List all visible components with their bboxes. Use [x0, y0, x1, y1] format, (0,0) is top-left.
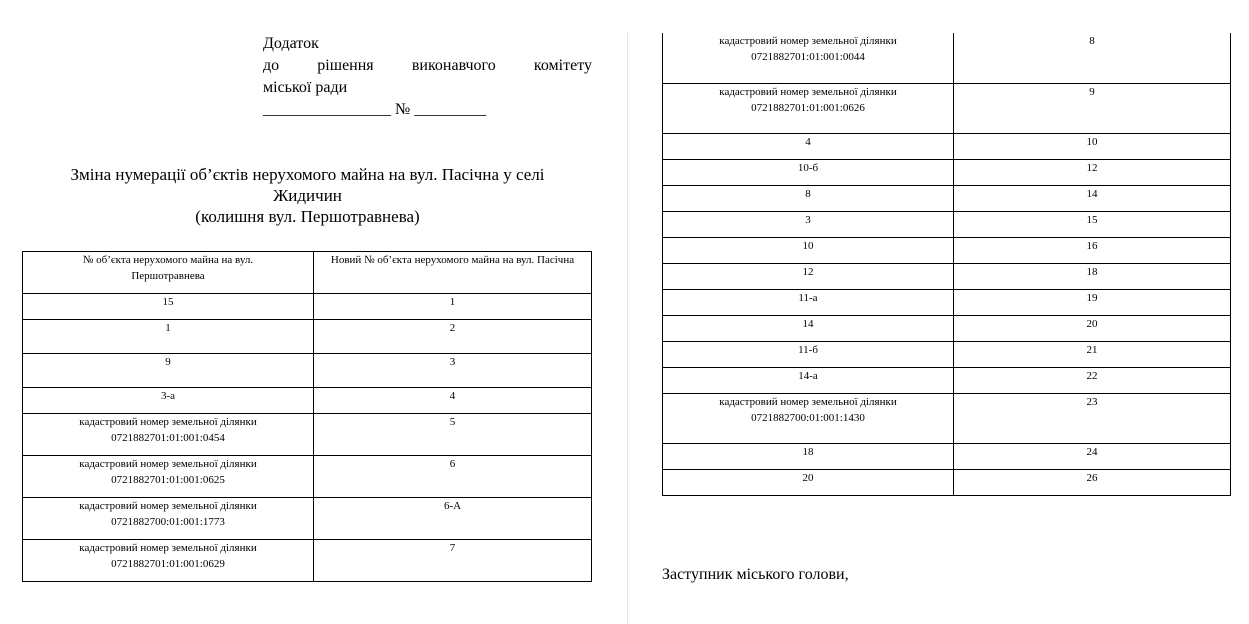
- old-number-value: 0721882700:01:001:1773: [111, 516, 225, 528]
- table-row: [23, 388, 592, 414]
- table-row: [663, 367, 1231, 393]
- new-number-cell: 10: [954, 133, 1231, 159]
- new-number-cell: 2: [314, 320, 592, 354]
- old-number-value: 11-б: [798, 343, 818, 356]
- appendix-council-line: міської ради: [263, 79, 348, 96]
- old-number-cell: [663, 443, 954, 469]
- old-number-cell: [663, 159, 954, 185]
- renumbering-table-right: [662, 33, 1231, 496]
- old-number-cell: [23, 414, 314, 456]
- old-number-cell: [663, 367, 954, 393]
- old-number-cell: [663, 315, 954, 341]
- old-number-cell: [663, 393, 954, 443]
- table-row: [23, 540, 592, 582]
- old-number-cell: [23, 354, 314, 388]
- old-number-value: 18: [802, 445, 814, 458]
- old-number-value: 14: [802, 317, 814, 330]
- table-row: [663, 33, 1231, 83]
- new-number-cell: 9: [954, 83, 1231, 133]
- old-number-cell: [23, 540, 314, 582]
- new-number-cell: 3: [314, 354, 592, 388]
- cadastral-label: кадастровий номер земельної ділянки: [719, 395, 897, 408]
- old-number-value: 3-а: [160, 390, 176, 402]
- table-row: [663, 185, 1231, 211]
- title-subtitle: (колишня вул. Першотравнева): [195, 207, 420, 226]
- new-number-cell: 12: [954, 159, 1231, 185]
- document-title: [40, 164, 575, 227]
- table-row: [23, 456, 592, 498]
- new-number-cell: 6: [314, 456, 592, 498]
- new-number-cell: 23: [954, 393, 1231, 443]
- old-number-value: 15: [162, 296, 174, 308]
- table-row: [663, 133, 1231, 159]
- new-number-cell: 21: [954, 341, 1231, 367]
- old-number-cell: [663, 341, 954, 367]
- old-number-value: 0721882701:01:001:0629: [111, 558, 225, 570]
- table-row: [663, 83, 1231, 133]
- old-number-cell: [663, 237, 954, 263]
- cadastral-label: кадастровий номер земельної ділянки: [719, 85, 897, 98]
- table-row: [663, 393, 1231, 443]
- table-row: [663, 159, 1231, 185]
- table-row: [663, 263, 1231, 289]
- table-row: [23, 498, 592, 540]
- table-row: [23, 414, 592, 456]
- old-number-cell: [663, 33, 954, 83]
- table-row: [663, 315, 1231, 341]
- old-number-value: 0721882701:01:001:0626: [751, 101, 865, 114]
- old-number-value: 11-а: [798, 291, 818, 304]
- new-number-cell: 7: [314, 540, 592, 582]
- appendix-decision-line: до рішення виконавчого комітету: [263, 57, 592, 74]
- old-number-value: 0721882701:01:001:0625: [111, 474, 225, 486]
- new-number-cell: 8: [954, 33, 1231, 83]
- old-number-value: 1: [165, 322, 171, 334]
- table-row: [663, 289, 1231, 315]
- old-number-cell: [23, 498, 314, 540]
- new-number-cell: 6-А: [314, 498, 592, 540]
- table-row: [23, 320, 592, 354]
- old-number-cell: [23, 388, 314, 414]
- old-number-value: 4: [805, 135, 811, 148]
- header-old-number: № об’єкта нерухомого майна на вул. Першотравнева: [23, 252, 314, 294]
- table-row: [663, 469, 1231, 495]
- old-number-cell: [663, 263, 954, 289]
- appendix-label: Додаток: [263, 35, 319, 52]
- new-number-cell: 26: [954, 469, 1231, 495]
- renumbering-table-left: [22, 251, 592, 582]
- table-row: [663, 443, 1231, 469]
- new-number-cell: 15: [954, 211, 1231, 237]
- old-number-value: 3: [805, 213, 811, 226]
- old-number-cell: [663, 133, 954, 159]
- new-number-cell: 16: [954, 237, 1231, 263]
- new-number-cell: 18: [954, 263, 1231, 289]
- cadastral-label: кадастровий номер земельної ділянки: [79, 500, 257, 512]
- old-number-cell: [23, 320, 314, 354]
- old-number-cell: [663, 469, 954, 495]
- new-number-cell: 19: [954, 289, 1231, 315]
- old-number-cell: [663, 185, 954, 211]
- old-number-value: 10-б: [797, 161, 819, 174]
- table-row: [663, 211, 1231, 237]
- new-number-cell: 24: [954, 443, 1231, 469]
- old-number-value: 0721882701:01:001:0044: [751, 51, 865, 63]
- page-divider: [627, 33, 628, 624]
- old-number-value: 0721882700:01:001:1430: [751, 411, 865, 424]
- table-row: [23, 354, 592, 388]
- old-number-value: 20: [802, 471, 814, 484]
- new-number-cell: 5: [314, 414, 592, 456]
- cadastral-label: кадастровий номер земельної ділянки: [79, 458, 257, 470]
- new-number-cell: 20: [954, 315, 1231, 341]
- new-number-cell: 4: [314, 388, 592, 414]
- title-main: Зміна нумерації об’єктів нерухомого майна на вул. Пасічна у селі Жидичин: [70, 165, 545, 205]
- new-number-cell: 14: [954, 185, 1231, 211]
- new-number-cell: 22: [954, 367, 1231, 393]
- table-header-row: [23, 252, 592, 294]
- table-row: [663, 341, 1231, 367]
- cadastral-label: кадастровий номер земельної ділянки: [79, 416, 257, 428]
- signature-deputy-mayor: Заступник міського голови,: [662, 566, 849, 583]
- old-number-cell: [23, 294, 314, 320]
- appendix-date-number-line: ________________ № _________: [263, 101, 487, 118]
- table-row: [663, 237, 1231, 263]
- old-number-cell: [663, 83, 954, 133]
- cadastral-label: кадастровий номер земельної ділянки: [719, 35, 897, 47]
- old-number-cell: [663, 289, 954, 315]
- old-number-value: 12: [802, 265, 814, 278]
- old-number-cell: [23, 456, 314, 498]
- old-number-value: 14-а: [798, 369, 818, 382]
- table-row: [23, 294, 592, 320]
- old-number-value: 0721882701:01:001:0454: [111, 432, 225, 444]
- header-new-number: Новий № об’єкта нерухомого майна на вул. Пасічна: [314, 252, 592, 294]
- old-number-cell: [663, 211, 954, 237]
- old-number-value: 8: [805, 187, 811, 200]
- new-number-cell: 1: [314, 294, 592, 320]
- old-number-value: 10: [802, 239, 814, 252]
- old-number-value: 9: [165, 356, 171, 368]
- appendix-header: [263, 33, 592, 121]
- cadastral-label: кадастровий номер земельної ділянки: [79, 542, 257, 554]
